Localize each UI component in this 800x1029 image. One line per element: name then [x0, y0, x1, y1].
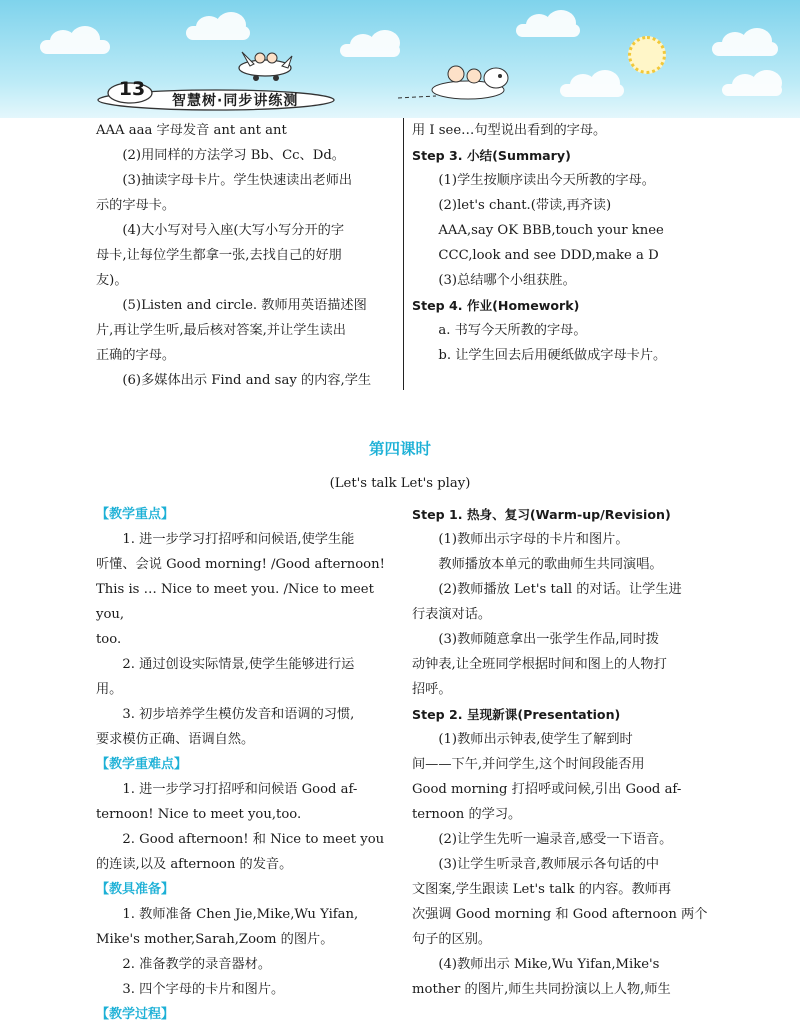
- cloud-decoration: [722, 84, 782, 96]
- text-line: 1. 进一步学习打招呼和问候语,使学生能: [122, 532, 355, 547]
- text-line: 用。: [96, 682, 123, 697]
- text-line: (1)学生按顺序读出今天所教的字母。: [438, 173, 655, 188]
- kids-on-cloud-illustration: [396, 58, 520, 104]
- text-line: b. 让学生回去后用硬纸做成字母卡片。: [438, 348, 667, 363]
- text-line: 招呼。: [412, 682, 452, 697]
- text-line: (1)教师出示钟表,使学生了解到时: [438, 732, 633, 747]
- text-line: 教师播放本单元的歌曲师生共同演唱。: [438, 557, 663, 572]
- text-line: (5)Listen and circle. 教师用英语描述图: [122, 298, 367, 313]
- text-line: AAA,say OK BBB,touch your knee: [438, 223, 664, 238]
- text-line: (6)多媒体出示 Find and say 的内容,学生: [122, 373, 372, 388]
- text-line: (1)教师出示字母的卡片和图片。: [438, 532, 629, 547]
- text-line: (3)教师随意拿出一张学生作品,同时拨: [438, 632, 660, 647]
- section-heading: 【教学重点】: [96, 507, 175, 522]
- cloud-decoration: [186, 26, 250, 40]
- cloud-decoration: [712, 42, 778, 56]
- top-right-column: [412, 118, 710, 368]
- text-line: 3. 四个字母的卡片和图片。: [122, 982, 285, 997]
- text-line: 次强调 Good morning 和 Good afternoon 两个: [412, 907, 708, 922]
- column-divider: [403, 118, 404, 390]
- text-line: 2. 通过创设实际情景,使学生能够进行运: [122, 657, 355, 672]
- text-line: 间——下午,并问学生,这个时间段能否用: [412, 757, 645, 772]
- section-heading: 【教学重难点】: [96, 757, 188, 772]
- text-line: (2)教师播放 Let's tall 的对话。让学生进: [438, 582, 682, 597]
- airplane-kids-illustration: [232, 44, 298, 84]
- lesson-title: 第四课时: [368, 440, 431, 458]
- text-line: 2. Good afternoon! 和 Nice to meet you: [122, 832, 385, 847]
- text-line: Good morning 打招呼或问候,引出 Good af-: [412, 782, 682, 797]
- text-line: (3)抽读字母卡片。学生快速读出老师出: [122, 173, 353, 188]
- text-line: 的连读,以及 afternoon 的发音。: [96, 857, 293, 872]
- text-line: 动钟表,让全班同学根据时间和图上的人物打: [412, 657, 667, 672]
- step-heading: Step 3. 小结(Summary): [412, 148, 571, 163]
- text-line: 句子的区别。: [412, 932, 492, 947]
- text-line: 文图案,学生跟读 Let's talk 的内容。教师再: [412, 882, 672, 897]
- text-line: 正确的字母。: [96, 348, 176, 363]
- text-line: (2)用同样的方法学习 Bb、Cc、Dd。: [122, 148, 345, 163]
- text-line: 3. 初步培养学生模仿发音和语调的习惯,: [122, 707, 355, 722]
- text-line: 行表演对话。: [412, 607, 492, 622]
- cloud-decoration: [40, 40, 110, 54]
- text-line: (4)大小写对号入座(大写小写分开的字: [122, 223, 345, 238]
- text-line: 片,再让学生听,最后核对答案,并让学生读出: [96, 323, 346, 338]
- text-line: ternoon 的学习。: [412, 807, 522, 822]
- text-line: 1. 进一步学习打招呼和问候语 Good af-: [122, 782, 358, 797]
- text-line: 母卡,让每位学生都拿一张,去找自己的好朋: [96, 248, 342, 263]
- lesson-subtitle: (Let's talk Let's play): [329, 476, 471, 491]
- page-number: 13: [118, 78, 146, 100]
- bottom-left-column: [96, 502, 392, 1027]
- text-line: AAA aaa 字母发音 ant ant ant: [96, 123, 287, 138]
- step-heading: Step 2. 呈现新课(Presentation): [412, 707, 621, 722]
- cloud-decoration: [340, 44, 400, 57]
- text-line: a. 书写今天所教的字母。: [438, 323, 587, 338]
- text-line: (4)教师出示 Mike,Wu Yifan,Mike's: [438, 957, 660, 972]
- text-line: This is … Nice to meet you. /Nice to meet you,: [96, 582, 374, 622]
- section-heading: 【教学过程】: [96, 1007, 175, 1022]
- text-line: (2)让学生先听一遍录音,感受一下语音。: [438, 832, 673, 847]
- text-line: (2)let's chant.(带读,再齐读): [438, 198, 612, 213]
- text-line: (3)让学生听录音,教师展示各句话的中: [438, 857, 660, 872]
- text-line: ternoon! Nice to meet you,too.: [96, 807, 302, 822]
- step-heading: Step 4. 作业(Homework): [412, 298, 580, 313]
- cloud-decoration: [516, 24, 580, 37]
- text-line: 示的字母卡。: [96, 198, 176, 213]
- text-line: CCC,look and see DDD,make a D: [438, 248, 659, 263]
- sun-icon: [628, 36, 666, 74]
- text-line: too.: [96, 632, 122, 647]
- text-line: 要求模仿正确、语调自然。: [96, 732, 255, 747]
- series-title: 智慧树·同步讲练测: [172, 93, 299, 109]
- text-line: Mike's mother,Sarah,Zoom 的图片。: [96, 932, 334, 947]
- text-line: (3)总结哪个小组获胜。: [438, 273, 576, 288]
- text-line: mother 的图片,师生共同扮演以上人物,师生: [412, 982, 671, 997]
- text-line: 用 I see…句型说出看到的字母。: [412, 123, 607, 138]
- page-header-banner: [0, 0, 800, 118]
- text-line: 听懂、会说 Good morning! /Good afternoon!: [96, 557, 385, 572]
- step-heading: Step 1. 热身、复习(Warm-up/Revision): [412, 507, 671, 522]
- section-heading: 【教具准备】: [96, 882, 175, 897]
- bottom-right-column: [412, 502, 710, 1002]
- text-line: 2. 准备教学的录音器材。: [122, 957, 272, 972]
- text-line: 友)。: [96, 273, 128, 288]
- top-left-column: [96, 118, 392, 393]
- text-line: 1. 教师准备 Chen Jie,Mike,Wu Yifan,: [122, 907, 359, 922]
- cloud-decoration: [560, 84, 624, 97]
